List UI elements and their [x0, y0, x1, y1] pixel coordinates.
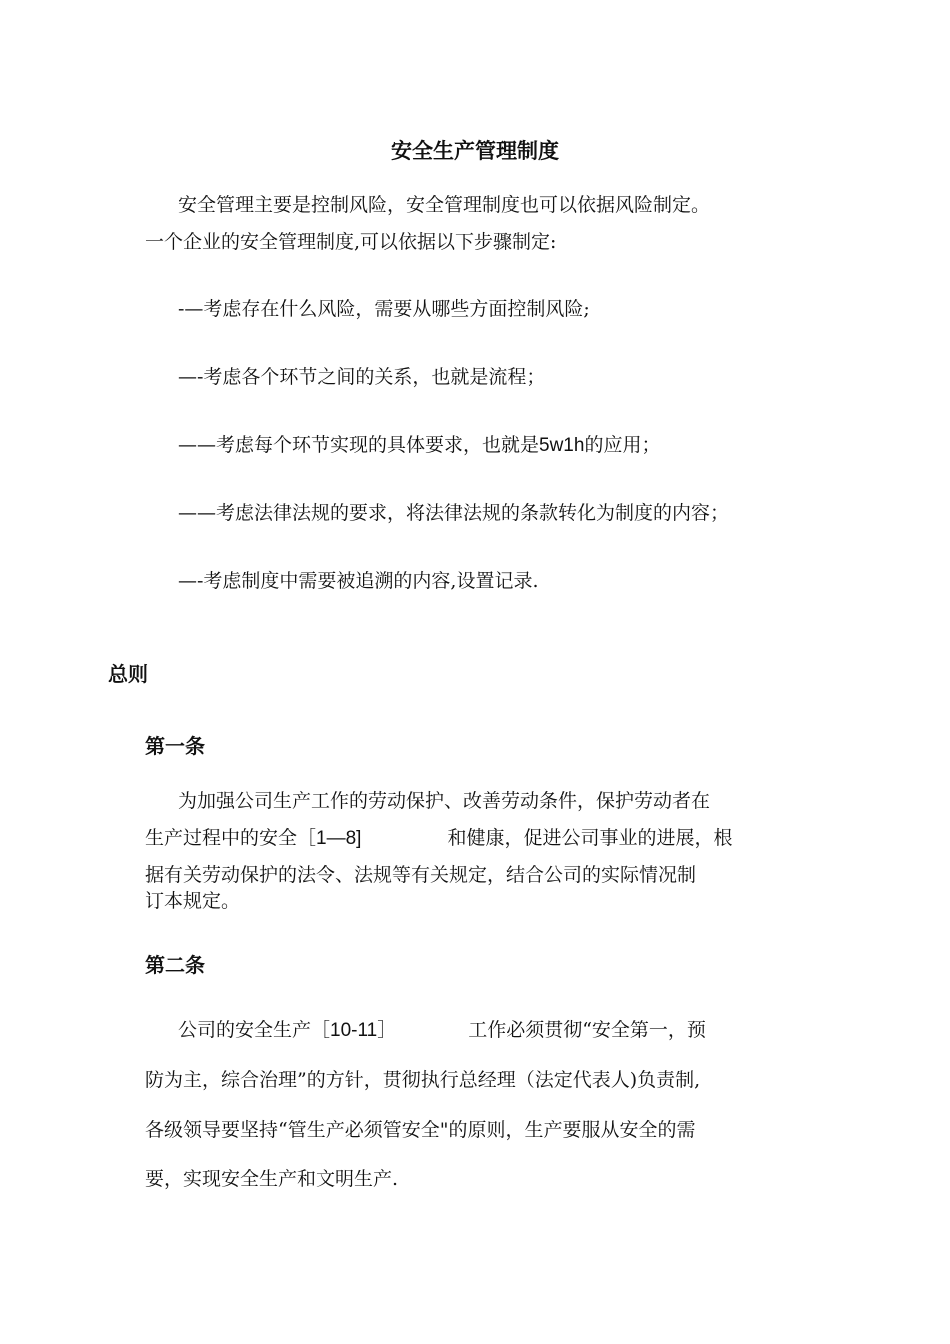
article-1-line-3: 据有关劳动保护的法令、法规等有关规定，结合公司的实际情况制: [145, 864, 697, 886]
article-2-line-1: [178, 1015, 706, 1046]
step-3-after: 的应用；: [584, 434, 661, 456]
step-3-before: ——考虑每个环节实现的具体要求，也就是: [178, 434, 540, 456]
article-2-line-4: 要，实现安全生产和文明生产.: [145, 1168, 399, 1190]
intro-line-2: 一个企业的安全管理制度,可以依据以下步骤制定:: [145, 231, 557, 253]
article-1-line-2: [145, 823, 732, 854]
article-1-line-2-after: 和健康，促进公司事业的进展，根: [447, 827, 733, 849]
step-5: —-考虑制度中需要被追溯的内容,设置记录.: [178, 570, 539, 592]
article-2-heading: 第二条: [145, 953, 205, 977]
intro-line-1: 安全管理主要是控制风险，安全管理制度也可以依据风险制定。: [178, 194, 711, 216]
step-2: —-考虑各个环节之间的关系，也就是流程；: [178, 366, 546, 388]
article-2-line-1-after: 工作必须贯彻“安全第一，预: [468, 1019, 706, 1041]
step-3-term: 5w1h: [539, 435, 585, 456]
article-2-citation: 10-11］: [330, 1020, 397, 1041]
step-1: -—考虑存在什么风险，需要从哪些方面控制风险;: [178, 298, 590, 320]
article-1-citation: 1—8]: [316, 828, 362, 849]
article-1-line-4: 订本规定。: [145, 890, 241, 912]
section-general-heading: 总则: [108, 662, 148, 686]
article-1-line-2-before: 生产过程中的安全［: [145, 827, 317, 849]
article-2-line-1-before: 公司的安全生产［: [178, 1019, 331, 1041]
article-1-heading: 第一条: [145, 734, 205, 758]
article-1-line-1: 为加强公司生产工作的劳动保护、改善劳动条件，保护劳动者在: [178, 790, 711, 812]
step-4: ——考虑法律法规的要求，将法律法规的条款转化为制度的内容；: [178, 502, 730, 524]
article-2-line-3: 各级领导要坚持“管生产必须管安全"的原则，生产要服从安全的需: [145, 1119, 696, 1141]
step-3: [178, 430, 660, 461]
document-title: 安全生产管理制度: [391, 139, 559, 163]
article-2-line-2: 防为主，综合治理”的方针，贯彻执行总经理（法定代表人)负责制,: [145, 1069, 701, 1091]
